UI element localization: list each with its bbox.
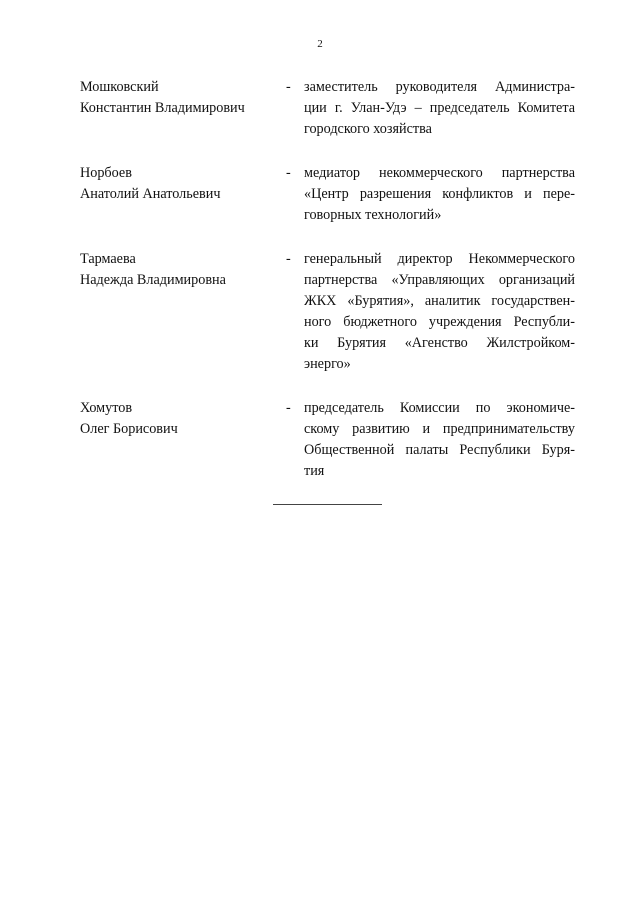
position-line: тия [304,463,325,479]
closing-divider [273,504,382,505]
member-name [80,249,280,291]
position-line: председатель Комиссии по экономиче- [304,400,575,416]
member-given-names: Олег Борисович [80,421,178,437]
member-position [304,249,575,375]
position-line: скому развитию и предпринимательству [304,421,575,437]
position-line: энерго» [304,356,351,372]
member-entry [80,249,575,375]
member-position [304,77,575,140]
member-dash: - [286,400,291,416]
position-line: Общественной палаты Республики Буря- [304,442,575,458]
position-line: медиатор некоммерческого партнерства [304,165,575,181]
member-name [80,398,280,440]
member-surname: Мошковский [80,79,159,95]
member-entry [80,163,575,226]
position-line: ки Бурятия «Агенство Жилстройком- [304,335,575,351]
position-line: ции г. Улан-Удэ – председатель Комитета [304,100,575,116]
member-position [304,163,575,226]
member-given-names: Анатолий Анатольевич [80,186,221,202]
member-surname: Тармаева [80,251,136,267]
position-line: «Центр разрешения конфликтов и пере- [304,186,575,202]
member-name [80,77,280,119]
member-name [80,163,280,205]
position-line: ЖКХ «Бурятия», аналитик государствен- [304,293,575,309]
position-line: заместитель руководителя Администра- [304,79,575,95]
member-entry [80,398,575,482]
member-dash: - [286,251,291,267]
member-surname: Хомутов [80,400,133,416]
page-number: 2 [317,38,323,50]
position-line: говорных технологий» [304,207,442,223]
member-entry [80,77,575,140]
member-dash: - [286,165,291,181]
member-dash: - [286,79,291,95]
member-surname: Норбоев [80,165,132,181]
position-line: партнерства «Управляющих организаций [304,272,575,288]
position-line: городского хозяйства [304,121,432,137]
member-position [304,398,575,482]
member-given-names: Надежда Владимировна [80,272,226,288]
member-list [80,77,575,482]
position-line: генеральный директор Некоммерческого [304,251,575,267]
position-line: ного бюджетного учреждения Республи- [304,314,575,330]
member-given-names: Константин Владимирович [80,100,245,116]
